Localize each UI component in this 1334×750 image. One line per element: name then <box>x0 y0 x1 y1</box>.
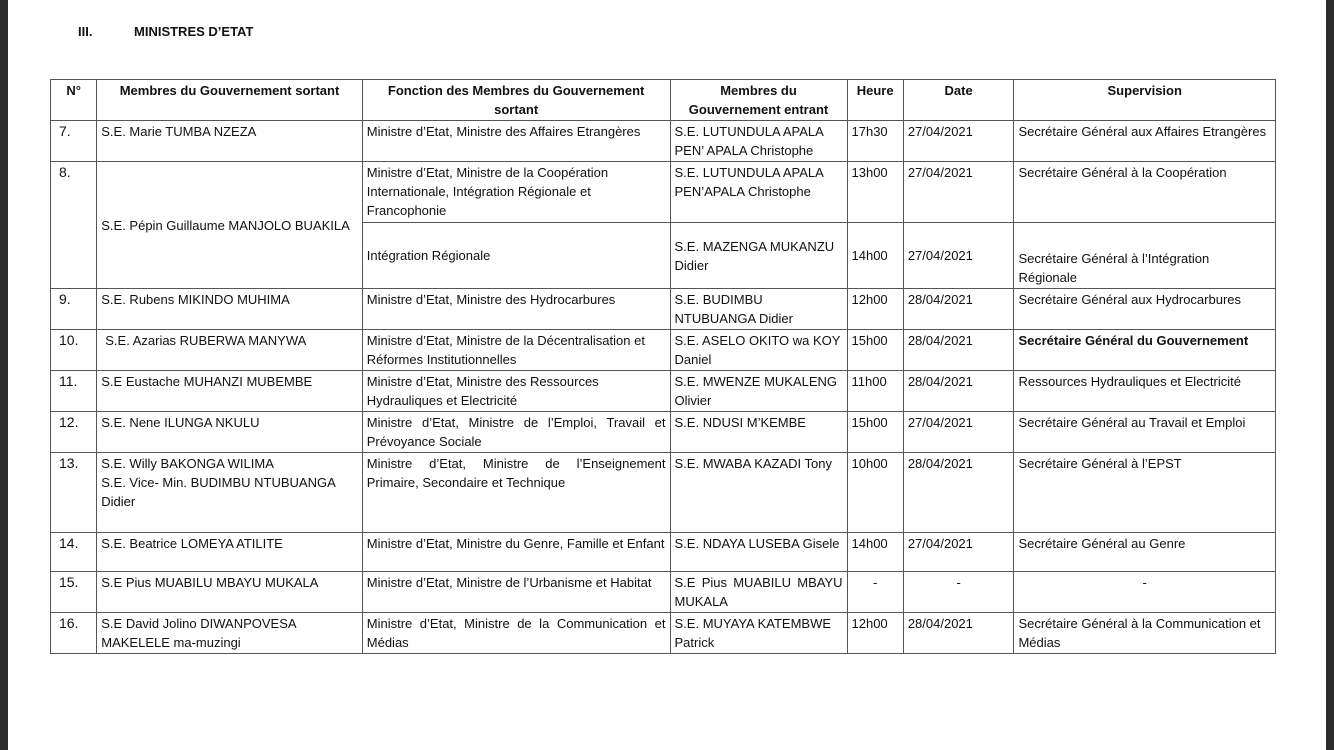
function: Ministre d’Etat, Ministre de l’Emploi, Travail et Prévoyance Sociale <box>362 412 670 453</box>
outgoing-members <box>97 453 363 533</box>
date: 27/04/2021 <box>903 412 1014 453</box>
supervision: - <box>1014 572 1276 613</box>
function: Ministre d’Etat, Ministre de la Communication et Médias <box>362 613 670 654</box>
supervision: Secrétaire Général au Travail et Emploi <box>1014 412 1276 453</box>
table-row <box>51 533 1276 572</box>
date: 27/04/2021 <box>903 533 1014 572</box>
function: Intégration Régionale <box>362 223 670 289</box>
date: 28/04/2021 <box>903 289 1014 330</box>
section-heading <box>78 24 253 39</box>
date: 28/04/2021 <box>903 371 1014 412</box>
ministers-table <box>50 79 1276 654</box>
outgoing-member: S.E. Rubens MIKINDO MUHIMA <box>97 289 363 330</box>
time: 17h30 <box>847 121 903 162</box>
row-number: 16. <box>51 613 97 654</box>
incoming-member: S.E. ASELO OKITO wa KOY Daniel <box>670 330 847 371</box>
time: 12h00 <box>847 613 903 654</box>
document-page <box>8 0 1326 750</box>
row-number: 9. <box>51 289 97 330</box>
table-row <box>51 371 1276 412</box>
date: 28/04/2021 <box>903 330 1014 371</box>
time: 12h00 <box>847 289 903 330</box>
table-row <box>51 412 1276 453</box>
header-incoming: Membres du Gouvernement entrant <box>670 80 847 121</box>
header-function: Fonction des Membres du Gouvernement sortant <box>362 80 670 121</box>
table-header-row <box>51 80 1276 121</box>
table-row <box>51 453 1276 533</box>
date: 27/04/2021 <box>903 162 1014 223</box>
supervision: Ressources Hydrauliques et Electricité <box>1014 371 1276 412</box>
incoming-member: S.E. BUDIMBU NTUBUANGA Didier <box>670 289 847 330</box>
outgoing-member: S.E. Pépin Guillaume MANJOLO BUAKILA <box>97 162 363 289</box>
table-row <box>51 162 1276 223</box>
incoming-member: S.E. LUTUNDULA APALA PEN’ APALA Christophe <box>670 121 847 162</box>
outgoing-member: S.E David Jolino DIWANPOVESA MAKELELE ma-muzingi <box>97 613 363 654</box>
supervision: Secrétaire Général à la Coopération <box>1014 162 1276 223</box>
function: Ministre d’Etat, Ministre des Ressources Hydrauliques et Electricité <box>362 371 670 412</box>
incoming-member: S.E. MWENZE MUKALENG Olivier <box>670 371 847 412</box>
incoming-member: S.E. LUTUNDULA APALA PEN’APALA Christophe <box>670 162 847 223</box>
function: Ministre d’Etat, Ministre de la Coopération Internationale, Intégration Régionale et Francophonie <box>362 162 670 223</box>
date: 27/04/2021 <box>903 121 1014 162</box>
supervision: Secrétaire Général à la Communication et Médias <box>1014 613 1276 654</box>
supervision: Secrétaire Général aux Affaires Etrangères <box>1014 121 1276 162</box>
supervision: Secrétaire Général au Genre <box>1014 533 1276 572</box>
outgoing-member: S.E. Willy BAKONGA WILIMA <box>101 456 274 471</box>
time: 14h00 <box>847 533 903 572</box>
row-number: 10. <box>51 330 97 371</box>
row-number: 12. <box>51 412 97 453</box>
outgoing-member: S.E. Vice- Min. BUDIMBU NTUBUANGA Didier <box>101 475 336 509</box>
incoming-member: S.E Pius MUABILU MBAYU MUKALA <box>670 572 847 613</box>
incoming-member: S.E. NDAYA LUSEBA Gisele <box>670 533 847 572</box>
function: Ministre d’Etat, Ministre de l’Urbanisme et Habitat <box>362 572 670 613</box>
row-number: 14. <box>51 533 97 572</box>
time: 11h00 <box>847 371 903 412</box>
section-title: MINISTRES D’ETAT <box>134 24 254 39</box>
header-number: N° <box>51 80 97 121</box>
outgoing-member: S.E. Beatrice LOMEYA ATILITE <box>97 533 363 572</box>
row-number: 13. <box>51 453 97 533</box>
row-number: 8. <box>51 162 97 289</box>
time: 13h00 <box>847 162 903 223</box>
time: - <box>847 572 903 613</box>
outgoing-member: S.E. Marie TUMBA NZEZA <box>97 121 363 162</box>
time: 10h00 <box>847 453 903 533</box>
supervision: Secrétaire Général à l’EPST <box>1014 453 1276 533</box>
function: Ministre d’Etat, Ministre de l’Enseignement Primaire, Secondaire et Technique <box>362 453 670 533</box>
date: 28/04/2021 <box>903 453 1014 533</box>
table-row <box>51 289 1276 330</box>
supervision: Secrétaire Général du Gouvernement <box>1014 330 1276 371</box>
header-supervision: Supervision <box>1014 80 1276 121</box>
table-row <box>51 330 1276 371</box>
supervision: Secrétaire Général aux Hydrocarbures <box>1014 289 1276 330</box>
date: - <box>903 572 1014 613</box>
time: 14h00 <box>847 223 903 289</box>
incoming-member: S.E. MWABA KAZADI Tony <box>670 453 847 533</box>
outgoing-member: S.E. Nene ILUNGA NKULU <box>97 412 363 453</box>
row-number: 7. <box>51 121 97 162</box>
function: Ministre d’Etat, Ministre du Genre, Famille et Enfant <box>362 533 670 572</box>
date: 27/04/2021 <box>903 223 1014 289</box>
table-row <box>51 572 1276 613</box>
row-number: 15. <box>51 572 97 613</box>
time: 15h00 <box>847 330 903 371</box>
incoming-member: S.E. NDUSI M’KEMBE <box>670 412 847 453</box>
function: Ministre d’Etat, Ministre des Affaires Etrangères <box>362 121 670 162</box>
date: 28/04/2021 <box>903 613 1014 654</box>
section-number: III. <box>78 24 93 39</box>
outgoing-member: S.E. Azarias RUBERWA MANYWA <box>97 330 363 371</box>
function: Ministre d’Etat, Ministre des Hydrocarbures <box>362 289 670 330</box>
row-number: 11. <box>51 371 97 412</box>
supervision: Secrétaire Général à l’Intégration Régionale <box>1014 223 1276 289</box>
time: 15h00 <box>847 412 903 453</box>
header-outgoing: Membres du Gouvernement sortant <box>97 80 363 121</box>
table-row <box>51 121 1276 162</box>
incoming-member: S.E. MUYAYA KATEMBWE Patrick <box>670 613 847 654</box>
outgoing-member: S.E Eustache MUHANZI MUBEMBE <box>97 371 363 412</box>
outgoing-member: S.E Pius MUABILU MBAYU MUKALA <box>97 572 363 613</box>
table-row <box>51 613 1276 654</box>
incoming-member: S.E. MAZENGA MUKANZU Didier <box>670 223 847 289</box>
header-time: Heure <box>847 80 903 121</box>
header-date: Date <box>903 80 1014 121</box>
function: Ministre d’Etat, Ministre de la Décentralisation et Réformes Institutionnelles <box>362 330 670 371</box>
